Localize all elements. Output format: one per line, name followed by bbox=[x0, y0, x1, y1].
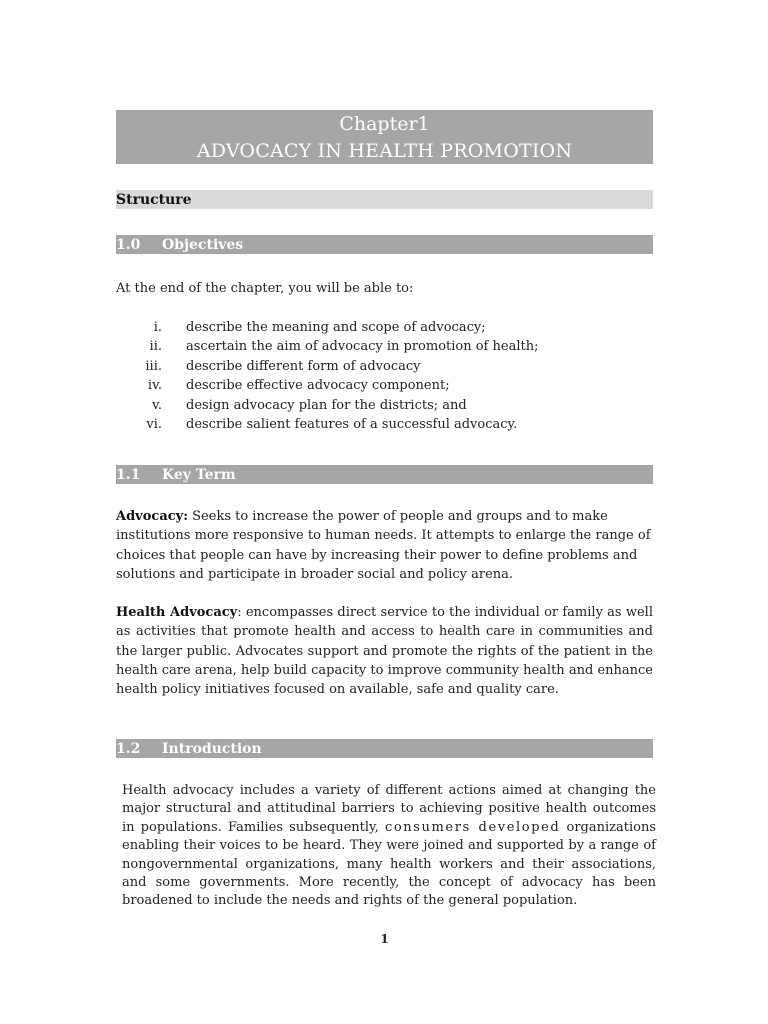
list-text: design advocacy plan for the districts; and bbox=[186, 397, 467, 413]
term-definition: Seeks to increase the power of people and groups and to make institutions more responsive to human needs. It attempts to enlarge the range of choices that people can have by increasing their power to define problems and solutions and participate in broader social and policy arena. bbox=[116, 509, 651, 582]
section-heading-objectives bbox=[116, 235, 653, 254]
introduction-paragraph bbox=[122, 782, 656, 911]
list-text: ascertain the aim of advocacy in promotion of health; bbox=[186, 339, 539, 355]
list-numeral: vi. bbox=[146, 416, 162, 432]
section-title: Objectives bbox=[162, 237, 244, 253]
list-text: describe the meaning and scope of advocacy; bbox=[186, 320, 486, 335]
section-number: 1.0 bbox=[116, 237, 141, 253]
list-item bbox=[116, 396, 653, 415]
objectives-list bbox=[116, 318, 653, 434]
section-title: Introduction bbox=[162, 741, 262, 757]
chapter-title: Chapter1 bbox=[339, 113, 430, 135]
chapter-subtitle: ADVOCACY IN HEALTH PROMOTION bbox=[196, 140, 573, 162]
term-label: Advocacy: bbox=[116, 509, 189, 524]
list-text: describe different form of advocacy bbox=[186, 358, 421, 374]
structure-label: Structure bbox=[116, 192, 192, 208]
list-item bbox=[116, 415, 653, 434]
list-item bbox=[116, 357, 653, 376]
structure-heading bbox=[116, 190, 653, 209]
section-heading-introduction bbox=[116, 739, 653, 758]
intro-text-part2: organizations enabling their voices to be heard. They were joined and supported by a range of nongovernmental organizations, many health workers and their associations, and some governments. More recently, the concept of advocacy has been broadened to include the needs and rights of the general population. bbox=[122, 819, 656, 909]
term-label: Health Advocacy bbox=[116, 605, 238, 620]
list-numeral: iii. bbox=[145, 358, 162, 374]
section-number: 1.2 bbox=[116, 741, 141, 757]
objectives-intro: At the end of the chapter, you will be able to: bbox=[116, 281, 414, 296]
list-numeral: iv. bbox=[147, 378, 162, 394]
list-item bbox=[116, 337, 653, 356]
intro-text-spaced: consumers developed bbox=[384, 819, 561, 835]
section-number: 1.1 bbox=[116, 467, 141, 483]
page-number: 1 bbox=[380, 932, 389, 946]
health-advocacy-definition bbox=[116, 603, 653, 699]
list-item bbox=[116, 318, 653, 337]
section-title: Key Term bbox=[162, 467, 236, 483]
list-numeral: ii. bbox=[149, 339, 162, 355]
intro-text-part1: Health advocacy includes a variety of different actions aimed at changing the major structural and attitudinal barriers to achieving positive health outcomes in populations. Families subsequently, bbox=[122, 783, 656, 835]
list-text: describe effective advocacy component; bbox=[186, 378, 450, 394]
term-definition: : encompasses direct service to the individual or family as well as activities that promote health and access to health care in communities and the larger public. Advocates support and promote the rights of the patient in the health care arena, help build capacity to improve community health and enhance health policy initiatives focused on available, safe and quality care. bbox=[116, 605, 653, 698]
advocacy-definition bbox=[116, 507, 653, 584]
list-item bbox=[116, 376, 653, 395]
list-numeral: v. bbox=[152, 397, 162, 413]
section-heading-key-term bbox=[116, 465, 653, 484]
chapter-header bbox=[116, 110, 653, 164]
list-numeral: i. bbox=[153, 320, 162, 335]
list-text: describe salient features of a successful advocacy. bbox=[186, 416, 518, 432]
